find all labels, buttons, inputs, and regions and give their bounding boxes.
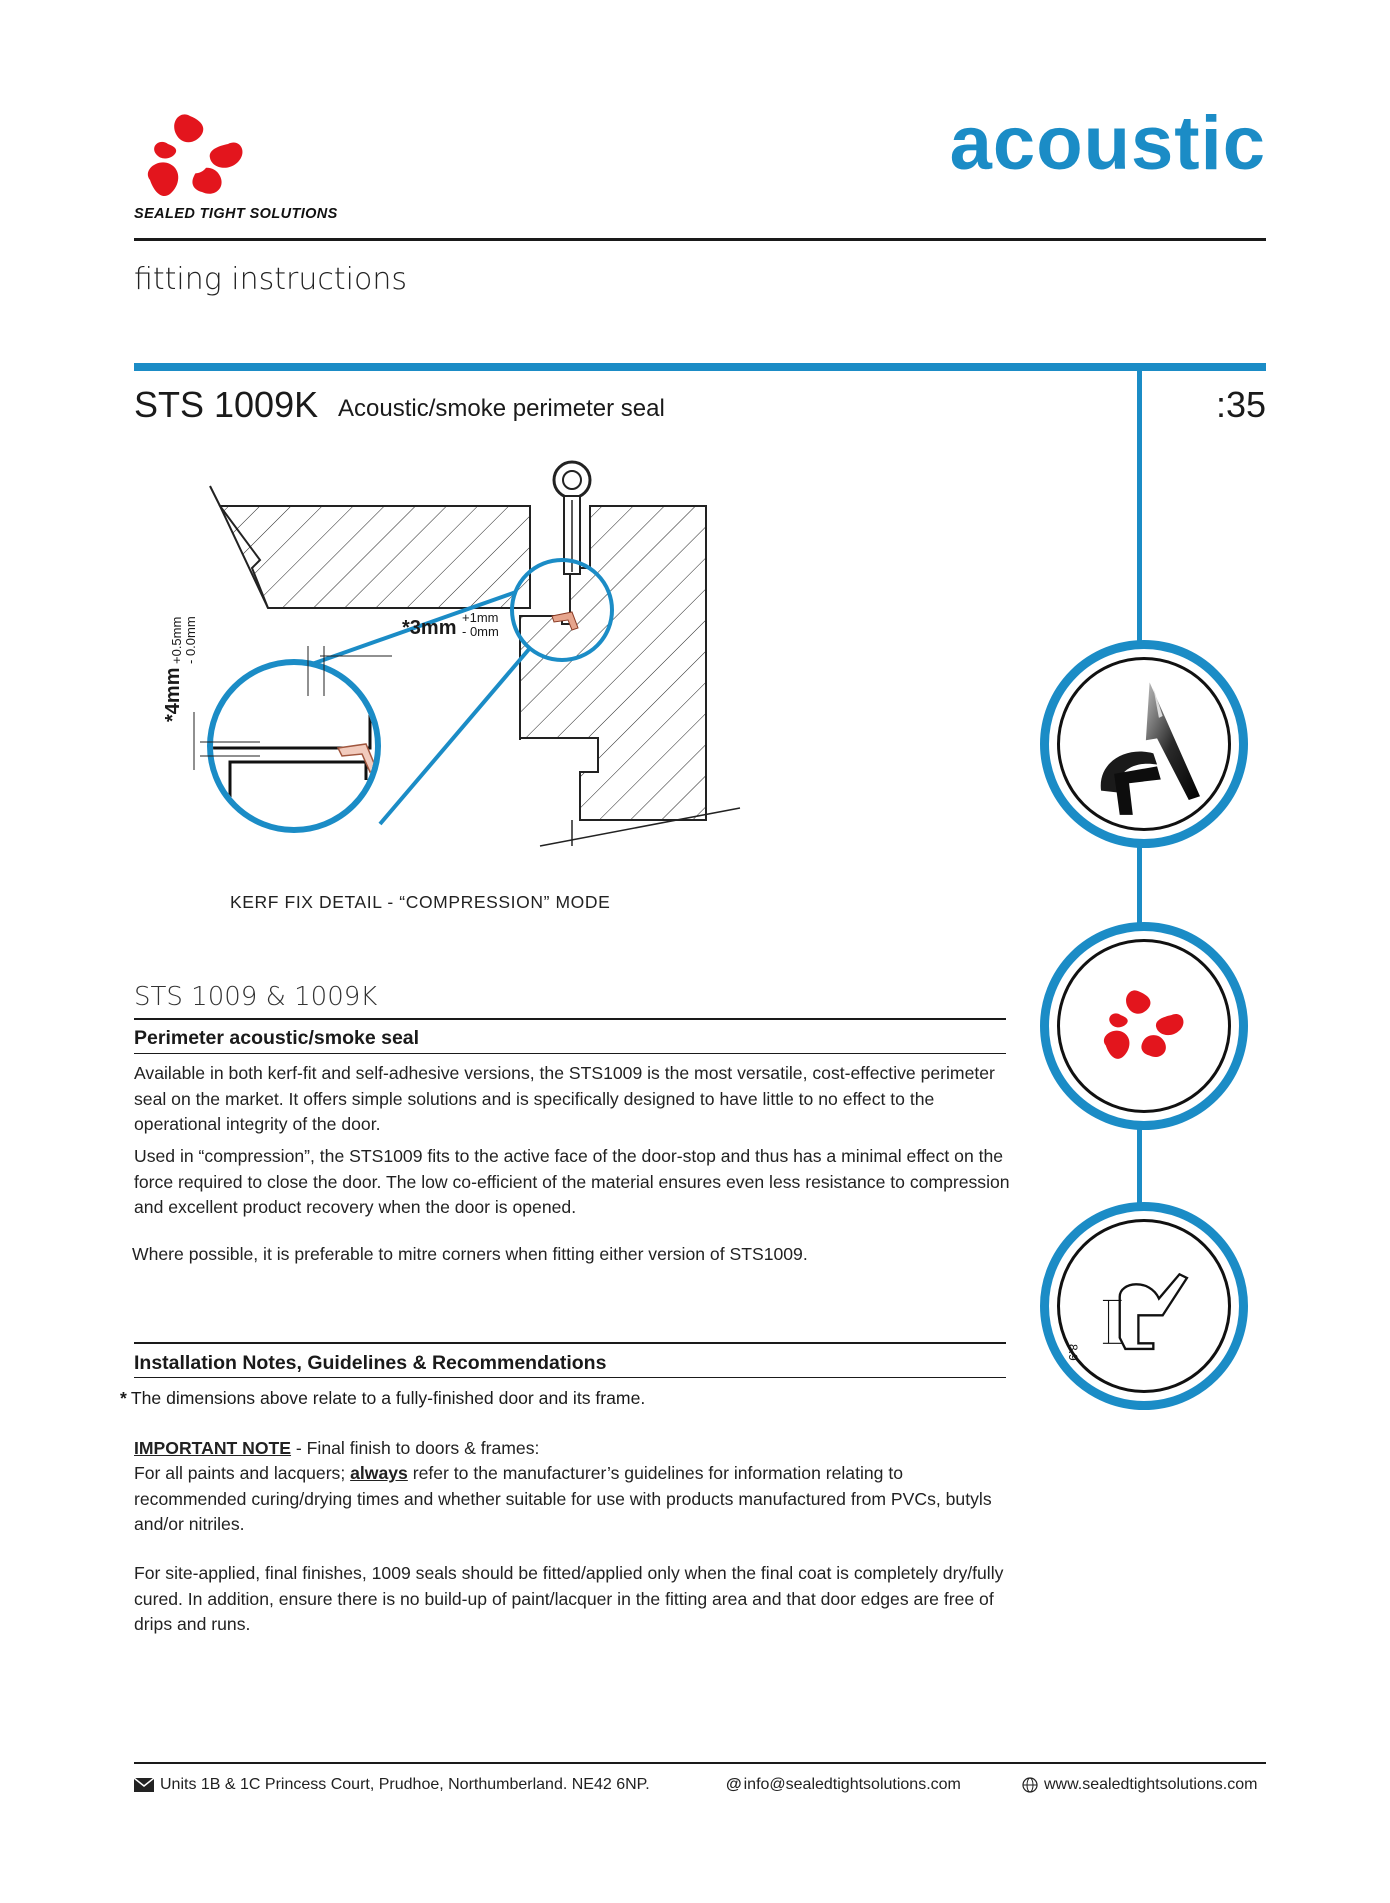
seal-profile-circle [1040,640,1248,848]
section-paragraph: Used in “compression”, the STS1009 fits to the active face of the door-stop and thus has a minimal effect on the force required to close the door. The low co-efficient of the material ensures even less resistance to compression and excellent product recovery when the door is opened. [134,1146,1010,1217]
diagram-caption: KERF FIX DETAIL - “COMPRESSION” MODE [230,892,611,912]
section-dimension-label: 8.9 [1066,1344,1080,1361]
footer-website[interactable]: www.sealedtightsolutions.com [1022,1776,1257,1794]
seal-profile-photo-icon [1060,660,1228,828]
section-paragraph: Where possible, it is preferable to mitre corners when fitting either version of STS1009. [132,1244,808,1264]
kerf-fix-diagram [160,450,760,870]
product-code: STS 1009K [134,384,319,425]
section-paragraph: Available in both kerf-fit and self-adhesive versions, the STS1009 is the most versatile, cost-effective perimeter seal on the market. It offers simple solutions and is specifically designed to have little to no effect to the operational integrity of the door. [134,1063,995,1134]
important-label: IMPORTANT NOTE [134,1438,292,1458]
doc-type-title: fitting instructions [134,262,407,297]
brand-name: SEALED TIGHT SOLUTIONS [134,206,338,222]
asterisk-marker: * [120,1388,127,1408]
depth-tolerance: +0.5mm - 0.0mm [169,616,198,664]
footer-address: Units 1B & 1C Princess Court, Prudhoe, Northumberland. NE42 6NP. [134,1776,650,1794]
dimension-note: * The dimensions above relate to a fully-finished door and its frame. [120,1388,646,1408]
seal-section-circle [1040,1202,1248,1410]
product-bar [134,363,1266,371]
brand-logo-icon [1060,942,1228,1110]
installation-top-rule [134,1342,1006,1344]
category-title: acoustic [949,101,1266,186]
gap-dimension-label: *3mm [402,617,457,639]
door-leaf [220,506,530,608]
depth-dimension-label: *4mm [162,667,184,722]
installation-heading: Installation Notes, Guidelines & Recommendations [134,1352,607,1374]
brand-logo-circle [1040,922,1248,1130]
at-icon: @ [726,1776,742,1793]
globe-icon [1022,1777,1038,1793]
paints-note: For all paints and lacquers; always refer to the manufacturer’s guidelines for information relating to recommended curing/drying times and whether suitable for use with products manufactured from PVCs, butyls and/or nitriles. [134,1463,992,1534]
product-name: Acoustic/smoke perimeter seal [338,395,665,422]
header-rule [134,238,1266,241]
footer-rule [134,1762,1266,1764]
page-number: :35 [1215,384,1266,425]
section-subtitle-rule [134,1053,1006,1054]
envelope-icon [134,1778,154,1792]
site-applied-note: For site-applied, final finishes, 1009 seals should be fitted/applied only when the final coat is completely dry/fully cured. In addition, ensure there is no build-up of paint/lacquer in the fitting area and that door edges are free of drips and runs. [134,1563,1004,1634]
brand-logo [140,108,250,210]
important-note: IMPORTANT NOTE - Final finish to doors & frames: [134,1438,540,1458]
seal-section-drawing-icon [1060,1222,1228,1390]
always-emphasis: always [350,1463,408,1483]
door-frame [520,506,706,820]
section-title: STS 1009 & 1009K [134,982,378,1012]
section-subtitle: Perimeter acoustic/smoke seal [134,1027,420,1049]
installation-heading-rule [134,1377,1006,1378]
section-title-rule [134,1018,1006,1020]
gap-tolerance: +1mm - 0mm [462,610,499,639]
footer-email[interactable]: @ info@sealedtightsolutions.com [726,1776,961,1794]
